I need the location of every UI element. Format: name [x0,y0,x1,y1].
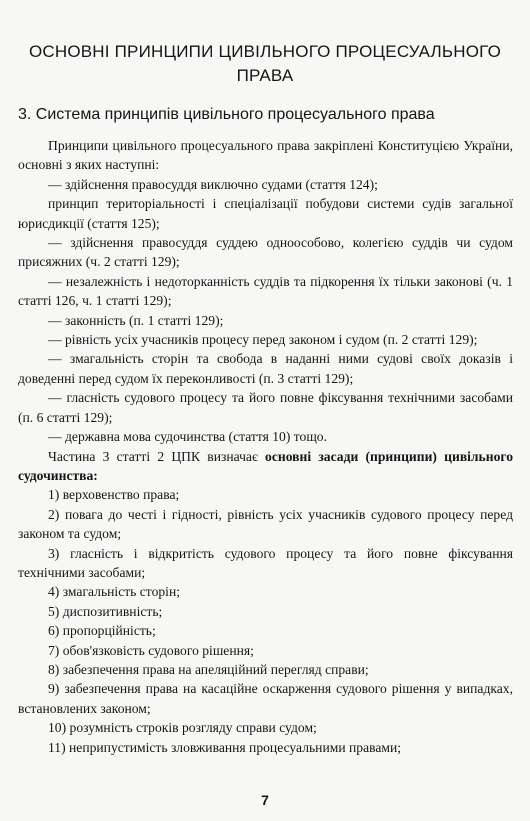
paragraph: Принципи цивільного процесуального права закріплені Конституцією України, основні з яких наступні: [18,138,513,173]
paragraph: принцип територіальності і спеціалізації побудови системи судів загальної юрисдикції (стаття 125); [18,196,513,231]
list-item: 4) змагальність сторін; [48,584,180,600]
list-item: 8) забезпечення права на апеляційний перегляд справи; [48,661,369,677]
paragraph: — законність (п. 1 статті 129); [48,312,224,328]
paragraph: — державна мова судочинства (стаття 10) тощо. [48,429,327,445]
list-item: 5) диспозитивність; [48,603,163,619]
intro-bold-text: основні засади (принципи) цивільного судочинства: [18,448,514,483]
list-item: 11) неприпустимість зловживання процесуальними правами; [48,739,402,755]
chapter-title-line-2: ПРАВА [236,66,294,85]
list-item: 10) розумність строків розгляду справи судом; [48,720,317,736]
list-item: 9) забезпечення права на касаційне оскарження судового рішення у випадках, встановлених законом; [18,681,513,716]
paragraph: — здійснення правосуддя суддею одноособово, колегією суддів чи судом присяжних (ч. 2 статті 129); [18,235,513,270]
body-text [18,136,513,757]
list-item: 6) пропорційність; [48,623,156,639]
section-heading: 3. Система принципів цивільного процесуального права [18,106,435,123]
list-item: 7) обов'язковість судового рішення; [48,642,254,658]
paragraph: — незалежність і недоторканність суддів та підкорення їх тільки законові (ч. 1 статті 126, ч. 1 статті 129); [18,273,513,309]
chapter-title [20,40,510,88]
list-item: 2) повага до честі і гідності, рівність усіх учасників судового процесу перед законом та судом; [18,506,513,542]
chapter-title-line-1: ОСНОВНІ ПРИНЦИПИ ЦИВІЛЬНОГО ПРОЦЕСУАЛЬНОГО [28,42,502,61]
page-number: 7 [261,792,269,808]
intro-paragraph [18,447,513,486]
paragraph: — змагальність сторін та свобода в наданні ними судові своїх доказів і доведенні перед судом їх переконливості (п. 3 статті 129); [18,351,513,386]
paragraph: — гласність судового процесу та його повне фіксування технічними засобами (п. 6 статті 129); [18,390,513,425]
paragraph: — рівність усіх учасників процесу перед законом і судом (п. 2 статті 129); [48,332,478,348]
intro-text: Частина 3 статті 2 ЦПК визначає [48,448,266,464]
list-item: 3) гласність і відкритість судового процесу та його повне фіксування технічними засобами; [18,545,513,580]
paragraph: — здійснення правосуддя виключно судами (стаття 124); [48,176,378,192]
list-item: 1) верховенство права; [48,487,180,503]
